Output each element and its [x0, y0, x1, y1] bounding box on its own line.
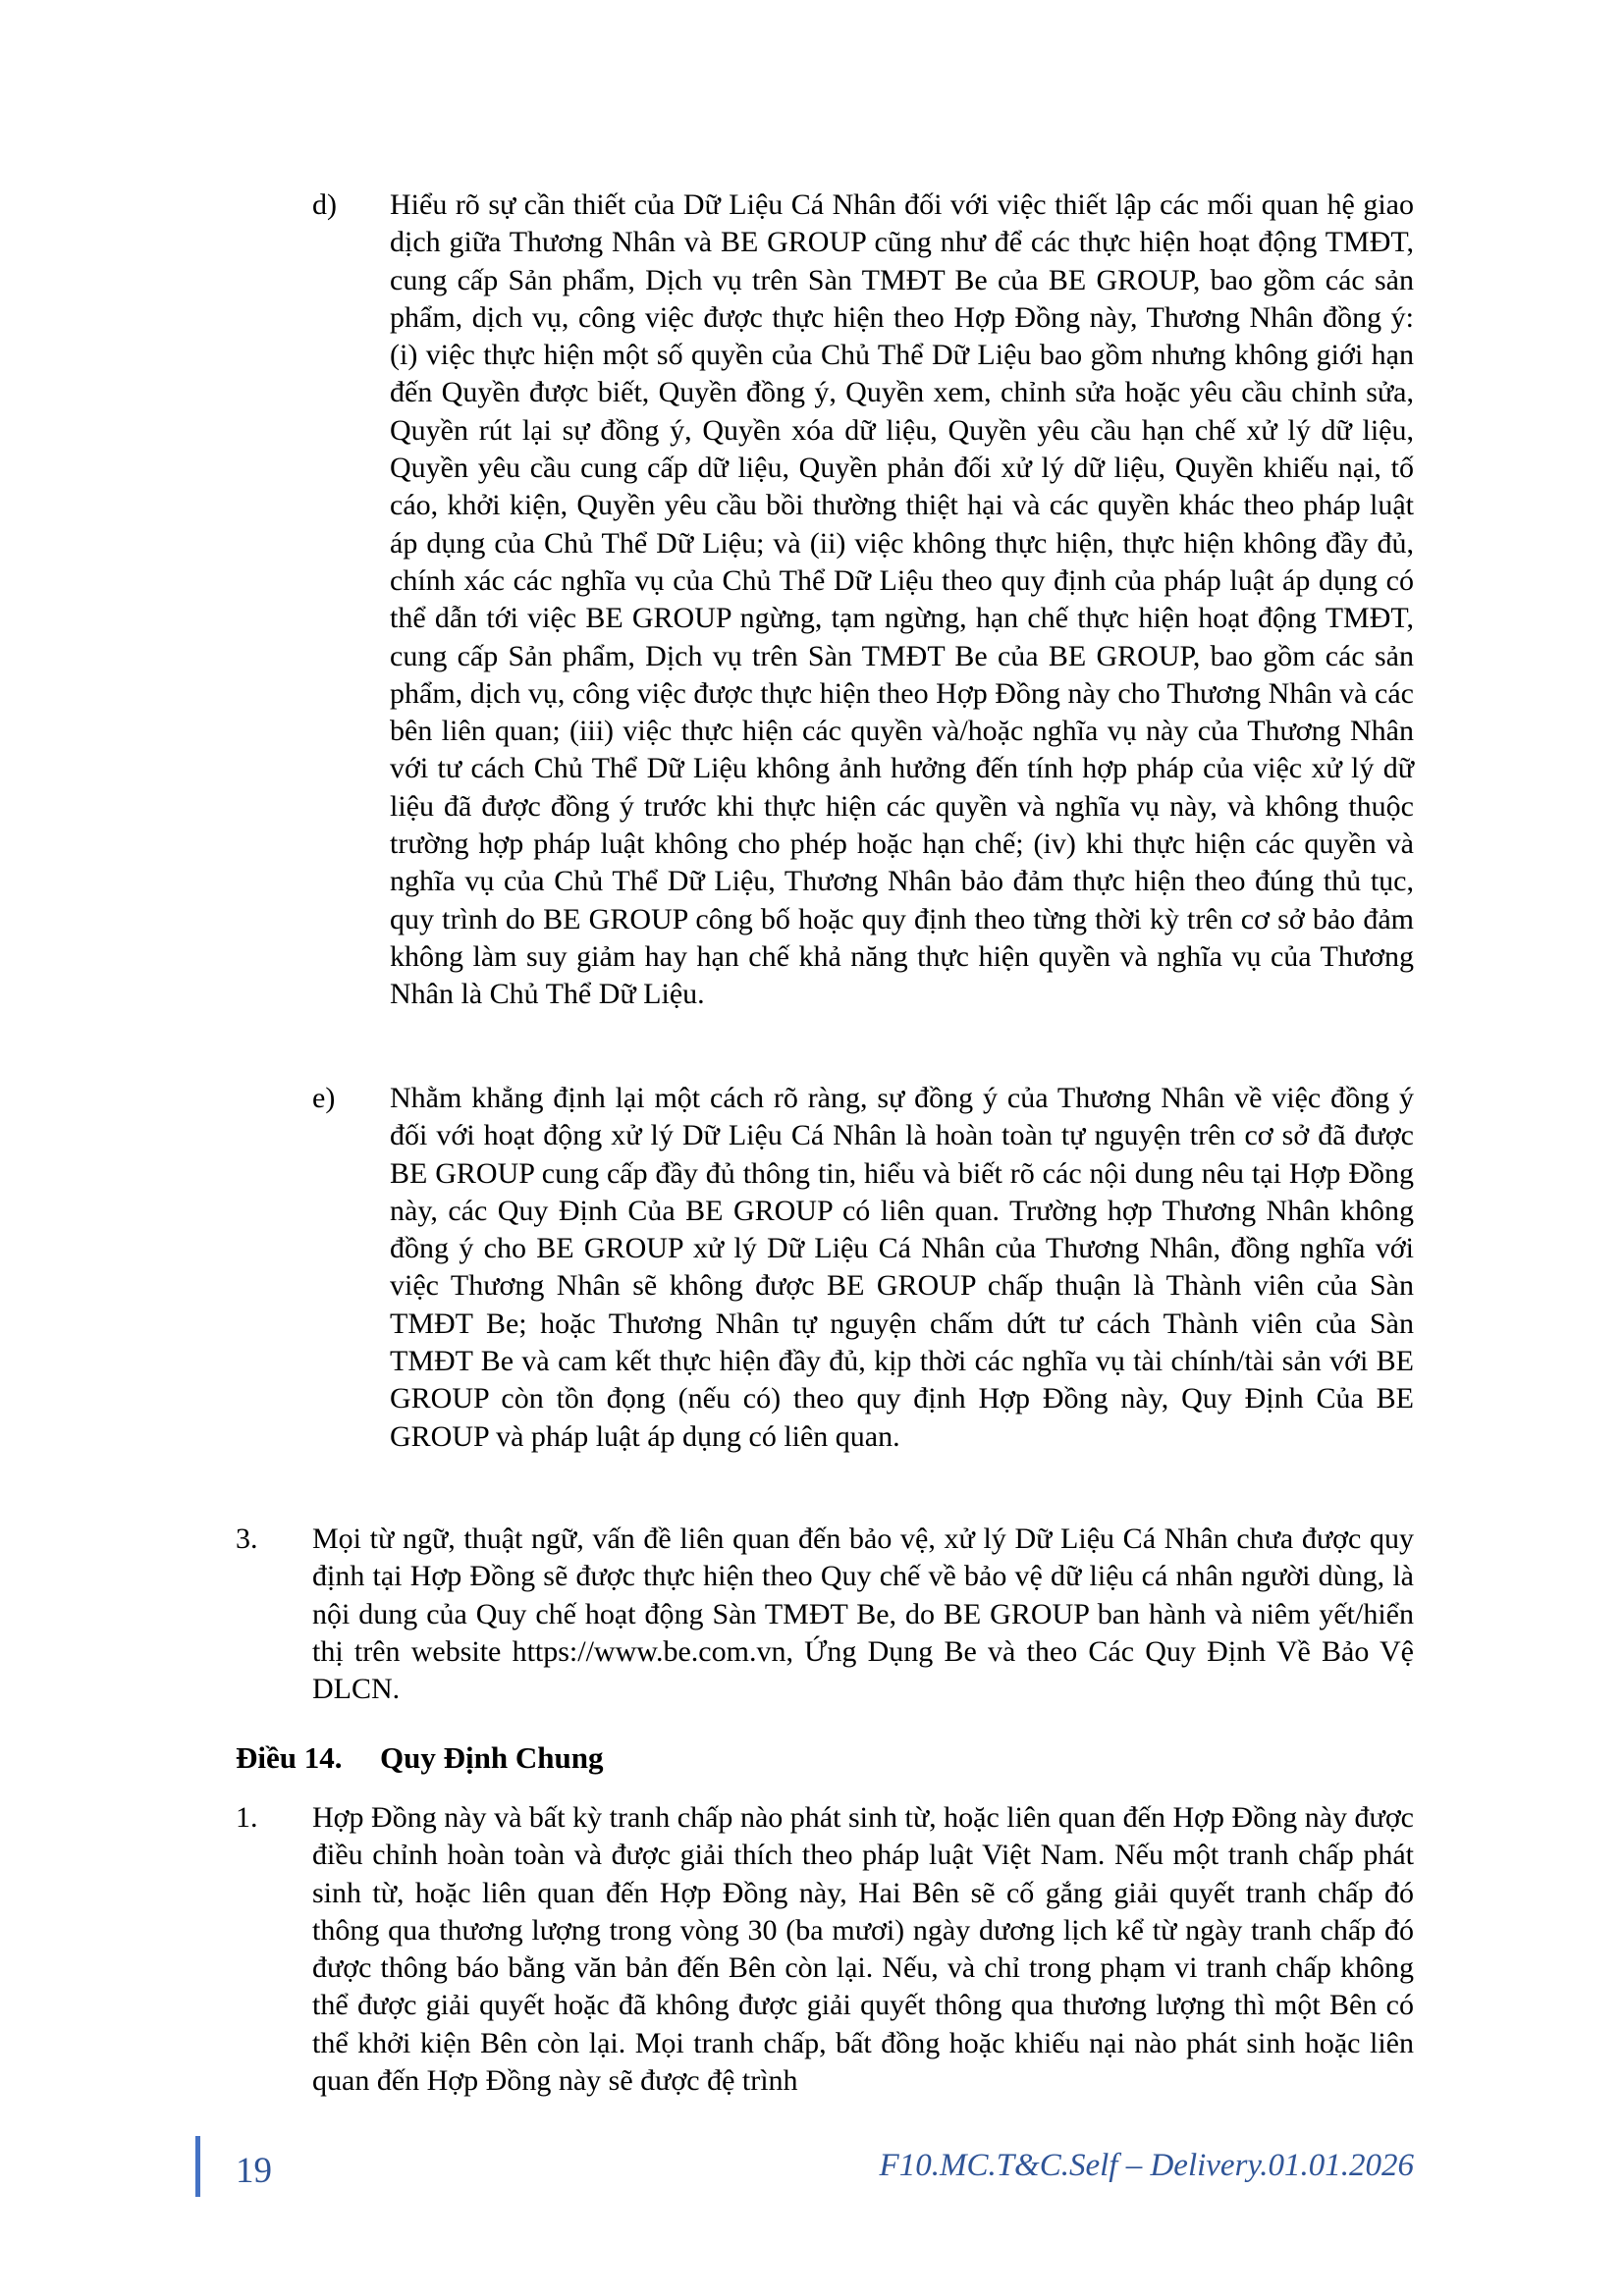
footer-accent-bar [195, 2136, 200, 2197]
section-heading-number: Điều 14. [236, 1740, 343, 1775]
clause-d-text: Hiểu rõ sự cần thiết của Dữ Liệu Cá Nhân đối với việc thiết lập các mối quan hệ giao dịch giữa Thương Nhân và BE GROUP cũng như để các thực hiện hoạt động TMĐT, cung cấp Sản phẩm, Dịch vụ trên Sàn TMĐT Be của BE GROUP, bao gồm các sản phẩm, dịch vụ, công việc được thực hiện theo Hợp Đồng này, Thương Nhân đồng ý: (i) việc thực hiện một số quyền của Chủ Thể Dữ Liệu bao gồm nhưng không giới hạn đến Quyền được biết, Quyền đồng ý, Quyền xem, chỉnh sửa hoặc yêu cầu chỉnh sửa, Quyền rút lại sự đồng ý, Quyền xóa dữ liệu, Quyền yêu cầu hạn chế xử lý dữ liệu, Quyền yêu cầu cung cấp dữ liệu, Quyền phản đối xử lý dữ liệu, Quyền khiếu nại, tố cáo, khởi kiện, Quyền yêu cầu bồi thường thiệt hại và các quyền khác theo pháp luật áp dụng của Chủ Thể Dữ Liệu; và (ii) việc không thực hiện, thực hiện không đầy đủ, chính xác các nghĩa vụ của Chủ Thể Dữ Liệu theo quy định của pháp luật áp dụng có thể dẫn tới việc BE GROUP ngừng, tạm ngừng, hạn chế thực hiện hoạt động TMĐT, cung cấp Sản phẩm, Dịch vụ trên Sàn TMĐT Be của BE GROUP, bao gồm các sản phẩm, dịch vụ, công việc được thực hiện theo Hợp Đồng này cho Thương Nhân và các bên liên quan; (iii) việc thực hiện các quyền và/hoặc nghĩa vụ này của Thương Nhân với tư cách Chủ Thể Dữ Liệu không ảnh hưởng đến tính hợp pháp của việc xử lý dữ liệu đã được đồng ý trước khi thực hiện các quyền và nghĩa vụ này, và không thuộc trường hợp pháp luật không cho phép hoặc hạn chế; (iv) khi thực hiện các quyền và nghĩa vụ của Chủ Thể Dữ Liệu, Thương Nhân bảo đảm thực hiện theo đúng thủ tục, quy trình do BE GROUP công bố hoặc quy định theo từng thời kỳ trên cơ sở bảo đảm không làm suy giảm hay hạn chế khả năng thực hiện quyền và nghĩa vụ của Thương Nhân là Chủ Thể Dữ Liệu. [390, 188, 1414, 1011]
section-heading [236, 1739, 1414, 1777]
clause-1-marker: 1. [236, 1801, 258, 1834]
clause-1 [236, 1799, 1414, 2100]
clause-e-text: Nhằm khẳng định lại một cách rõ ràng, sự đồng ý của Thương Nhân về việc đồng ý đối với hoạt động xử lý Dữ Liệu Cá Nhân là hoàn toàn tự nguyện trên cơ sở đã được BE GROUP cung cấp đầy đủ thông tin, hiểu và biết rõ các nội dung nêu tại Hợp Đồng này, các Quy Định Của BE GROUP có liên quan. Trường hợp Thương Nhân không đồng ý cho BE GROUP xử lý Dữ Liệu Cá Nhân của Thương Nhân, đồng nghĩa với việc Thương Nhân sẽ không được BE GROUP chấp thuận là Thành viên của Sàn TMĐT Be; hoặc Thương Nhân tự nguyện chấm dứt tư cách Thành viên của Sàn TMĐT Be và cam kết thực hiện đầy đủ, kịp thời các nghĩa vụ tài chính/tài sản với BE GROUP còn tồn đọng (nếu có) theo quy định Hợp Đồng này, Quy Định Của BE GROUP và pháp luật áp dụng có liên quan. [390, 1082, 1414, 1453]
clause-3-marker: 3. [236, 1522, 258, 1555]
clause-3 [236, 1521, 1414, 1708]
clause-e-marker: e) [312, 1082, 336, 1114]
clause-d [312, 187, 1414, 1014]
clause-1-text: Hợp Đồng này và bất kỳ tranh chấp nào phát sinh từ, hoặc liên quan đến Hợp Đồng này được điều chỉnh hoàn toàn và được giải thích theo pháp luật Việt Nam. Nếu một tranh chấp phát sinh từ, hoặc liên quan đến Hợp Đồng này, Hai Bên sẽ cố gắng giải quyết tranh chấp đó thông qua thương lượng trong vòng 30 (ba mươi) ngày dương lịch kể từ ngày tranh chấp đó được thông báo bằng văn bản đến Bên còn lại. Nếu, và chỉ trong phạm vi tranh chấp không thể được giải quyết hoặc đã không được giải quyết thông qua thương lượng thì một Bên có thể khởi kiện Bên còn lại. Mọi tranh chấp, bất đồng hoặc khiếu nại nào phát sinh hoặc liên quan đến Hợp Đồng này sẽ được đệ trình [312, 1801, 1414, 2098]
clause-3-text: Mọi từ ngữ, thuật ngữ, vấn đề liên quan đến bảo vệ, xử lý Dữ Liệu Cá Nhân chưa được quy định tại Hợp Đồng sẽ được thực hiện theo Quy chế về bảo vệ dữ liệu cá nhân người dùng, là nội dung của Quy chế hoạt động Sàn TMĐT Be, do BE GROUP ban hành và niêm yết/hiển thị trên website https://www.be.com.vn, Ứng Dụng Be và theo Các Quy Định Về Bảo Vệ DLCN. [312, 1522, 1414, 1706]
section-heading-title: Quy Định Chung [380, 1740, 604, 1775]
footer-doc-reference: F10.MC.T&C.Self – Delivery.01.01.2026 [879, 2148, 1414, 2183]
clause-d-marker: d) [312, 188, 337, 221]
footer-page-number: 19 [236, 2151, 272, 2191]
clause-e [312, 1080, 1414, 1456]
